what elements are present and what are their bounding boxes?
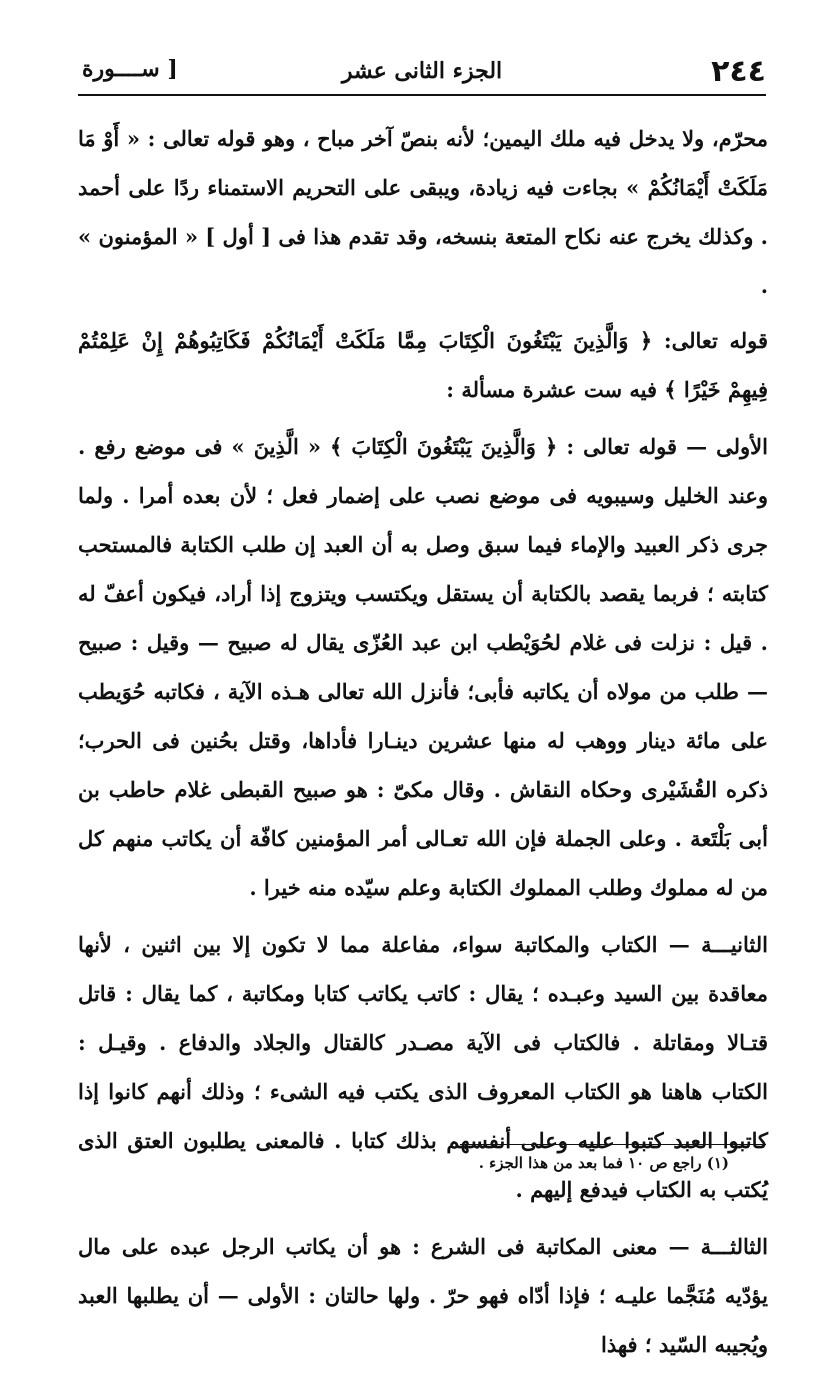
running-title: الجزء الثانى عشر bbox=[341, 58, 503, 84]
surah-label: [ ســــورة bbox=[82, 56, 178, 82]
body-text bbox=[78, 114, 768, 1377]
paragraph-verse: قوله تعالى: ﴿ وَالَّذِينَ يَبْتَغُونَ الْكِتَابَ مِمَّا مَلَكَتْ أَيْمَانُكُمْ فَكَاتِبُوهُمْ إِنْ عَلِمْتُمْ فِيهِمْ خَيْرًا ﴾ فيه ست عشرة مسألة : bbox=[78, 328, 768, 402]
paragraph-second-issue: الثانيـــة — الكتاب والمكاتبة سواء، مفاعلة مما لا تكون إلا بين اثنين ، لأنها معاقدة بين السيد وعبـده ؛ يقال : كاتب يكاتب كتابا ومكاتبة ، كما يقال : قاتل قتـالا ومقاتلة . فالكتاب فى الآية مصـدر كالقتال والجلاد والدفاع . وقيـل : الكتاب هاهنا هو الكتاب المعروف الذى يكتب فيه الشىء ؛ وذلك أنهم كانوا إذا كاتبوا العبد كتبوا عليه وعلى أنفسهم بذلك كتابا . فالمعنى يطلبون العتق الذى يُكتب به الكتاب فيدفع إليهم . bbox=[78, 932, 768, 1202]
paragraph-first-issue: الأولى — قوله تعالى : ﴿ وَالَّذِينَ يَبْتَغُونَ الْكِتَابَ ﴾ « الَّذِينَ » فى موضع رفع . وعند الخليل وسيبويه فى موضع نصب على إضمار فعل ؛ لأن بعده أمرا . ولما جرى ذكر العبيد والإماء فيما سبق وصل به أن العبد إن طلب الكتابة فالمستحب كتابته ؛ فربما يقصد بالكتابة أن يستقل ويكتسب ويتزوج إذا أراد، فيكون أعفّ له . قيل : نزلت فى غلام لحُوَيْطب ابن عبد العُزّى يقال له صبيح — وقيل : صبيح — طلب من مولاه أن يكاتبه فأبى؛ فأنزل الله تعالى هـذه الآية ، فكاتبه حُوَيطب على مائة دينار ووهب له منها عشرين دينـارا فأداها، وقتل بحُنين فى الحرب؛ ذكره القُشَيْرى وحكاه النقاش . وقال مكىّ : هو صبيح القبطى غلام حاطب بن أبى بَلْتَعة . وعلى الجملة فإن الله تعـالى أمر المؤمنين كافّة أن يكاتب منهم كل من له مملوك وطلب المملوك الكتابة وعلم سيّده منه خيرا . bbox=[78, 434, 768, 900]
page-header bbox=[78, 48, 766, 96]
paragraph-intro: محرّم، ولا يدخل فيه ملك اليمين؛ لأنه بنصّ آخر مباح ، وهو قوله تعالى : « أَوْ مَا مَلَكَتْ أَيْمَانُكُمْ » بجاءت فيه زيادة، ويبقى على التحريم الاستمناء ردًا على أحمد . وكذلك يخرج عنه نكاح المتعة بنسخه، وقد تقدم هذا فى [ أول ] « المؤمنون » . bbox=[78, 126, 768, 298]
page-number: ٢٤٤ bbox=[711, 54, 766, 89]
footnote-rule bbox=[460, 1144, 766, 1145]
footnote: (١) راجع ص ١٠ فما بعد من هذا الجزء . bbox=[478, 1154, 729, 1172]
paragraph-third-issue: الثالثـــة — معنى المكاتبة فى الشرع : هو أن يكاتب الرجل عبده على مال يؤدّيه مُنَجَّما عليـه ؛ فإذا أدّاه فهو حرّ . ولها حالتان : الأولى — أن يطلبها العبد ويُجيبه السّيد ؛ فهذا bbox=[78, 1234, 768, 1357]
header-rule bbox=[78, 94, 766, 96]
